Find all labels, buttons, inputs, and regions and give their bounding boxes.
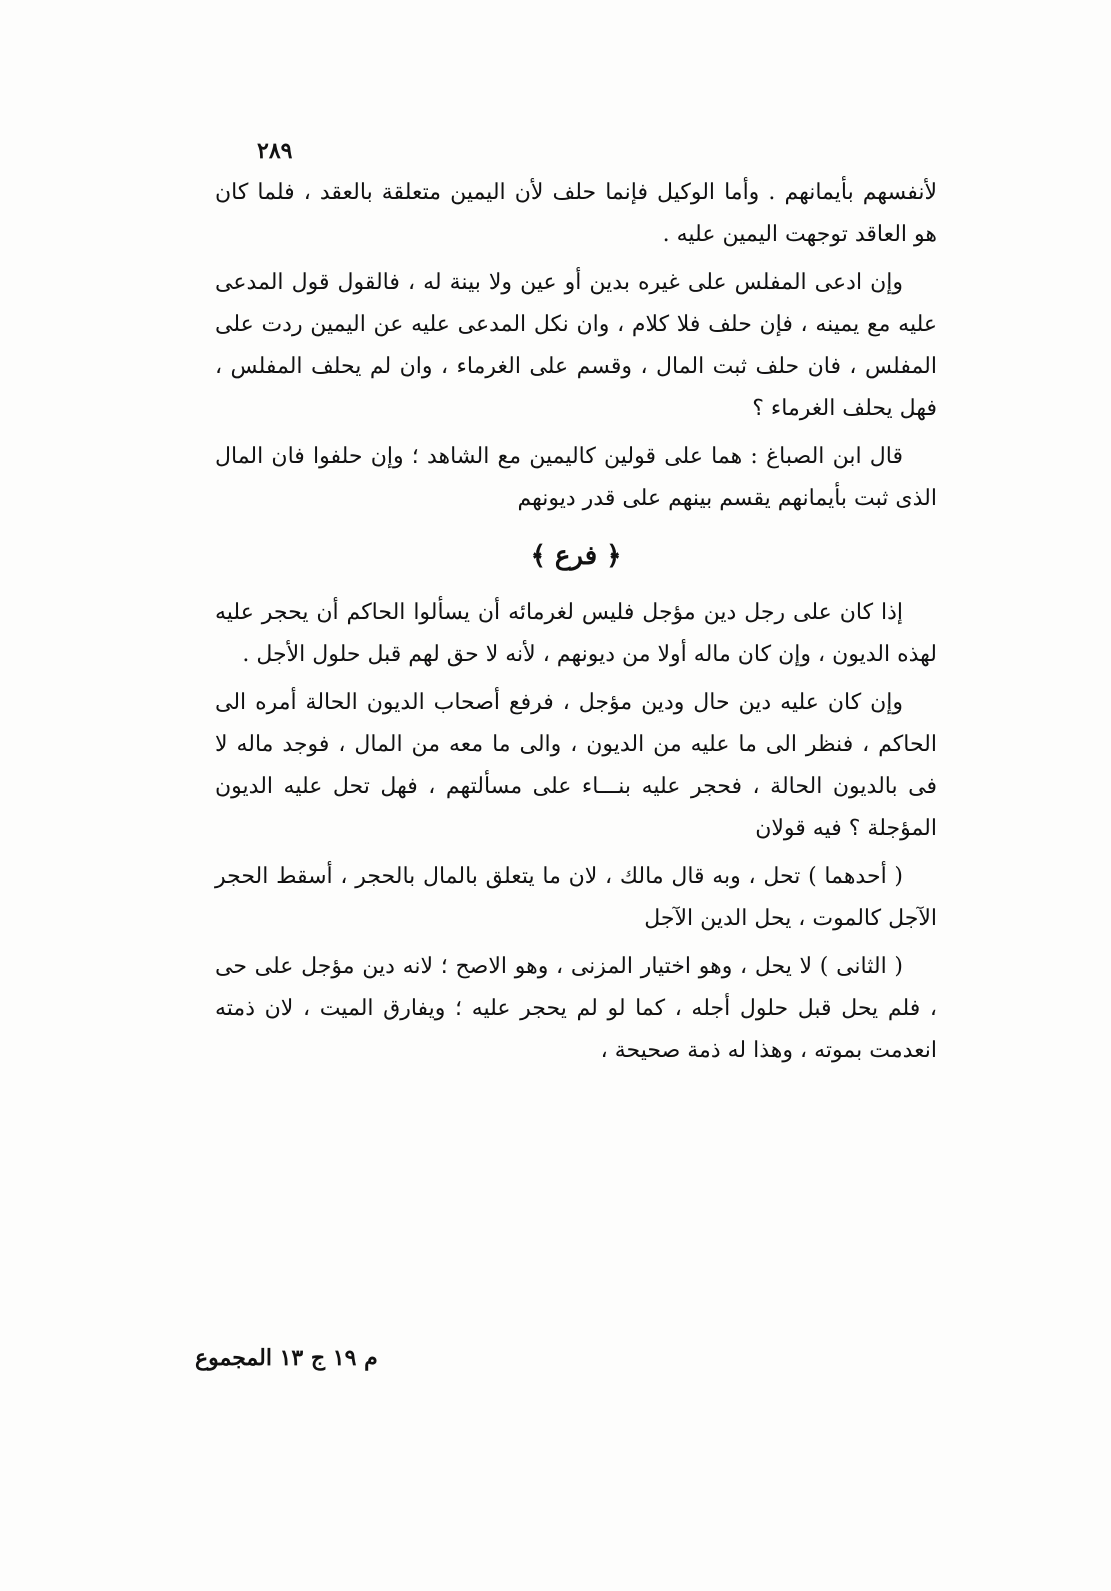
paragraph: قال ابن الصباغ : هما على قولين كاليمين مع الشاهد ؛ وإن حلفوا فان المال الذى ثبت بأيمانهم يقسم بينهم على قدر ديونهم	[215, 444, 937, 511]
body-text	[215, 172, 937, 1078]
paragraph: إذا كان على رجل دين مؤجل فليس لغرمائه أن يسألوا الحاكم أن يحجر عليه لهذه الديون ، وإن كان ماله أولا من ديونهم ، لأنه لا حق لهم قبل حلول الأجل .	[215, 600, 937, 667]
page-number: ٢٨٩	[257, 138, 293, 164]
paragraph: ( أحدهما ) تحل ، وبه قال مالك ، لان ما يتعلق بالمال بالحجر ، أسقط الحجر الآجل كالموت ، يحل الدين الآجل	[215, 864, 937, 931]
paragraph: لأنفسهم بأيمانهم . وأما الوكيل فإنما حلف لأن اليمين متعلقة بالعقد ، فلما كان هو العاقد توجهت اليمين عليه .	[215, 180, 937, 247]
paragraph: ( الثانى ) لا يحل ، وهو اختيار المزنى ، وهو الاصح ؛ لانه دين مؤجل على حى ، فلم يحل قبل حلول أجله ، كما لو لم يحجر عليه ؛ ويفارق الميت ، لان ذمته انعدمت بموته ، وهذا له ذمة صحيحة ،	[215, 954, 937, 1063]
paragraph: وإن ادعى المفلس على غيره بدين أو عين ولا بينة له ، فالقول قول المدعى عليه مع يمينه ، فإن حلف فلا كلام ، وان نكل المدعى عليه عن اليمين ردت على المفلس ، فان حلف ثبت المال ، وقسم على الغرماء ، وان لم يحلف المفلس ، فهل يحلف الغرماء ؟	[215, 270, 937, 421]
footer-signature: م ١٩ ج ١٣ المجموع	[195, 1345, 378, 1371]
section-heading: ﴿ فرع ﴾	[530, 541, 622, 571]
paragraph: وإن كان عليه دين حال ودين مؤجل ، فرفع أصحاب الديون الحالة أمره الى الحاكم ، فنظر الى ما عليه من الديون ، والى ما معه من المال ، فوجد ماله لا فى بالديون الحالة ، فحجر عليه بنـــاء على مسألتهم ، فهل تحل عليه الديون المؤجلة ؟ فيه قولان	[215, 690, 937, 841]
